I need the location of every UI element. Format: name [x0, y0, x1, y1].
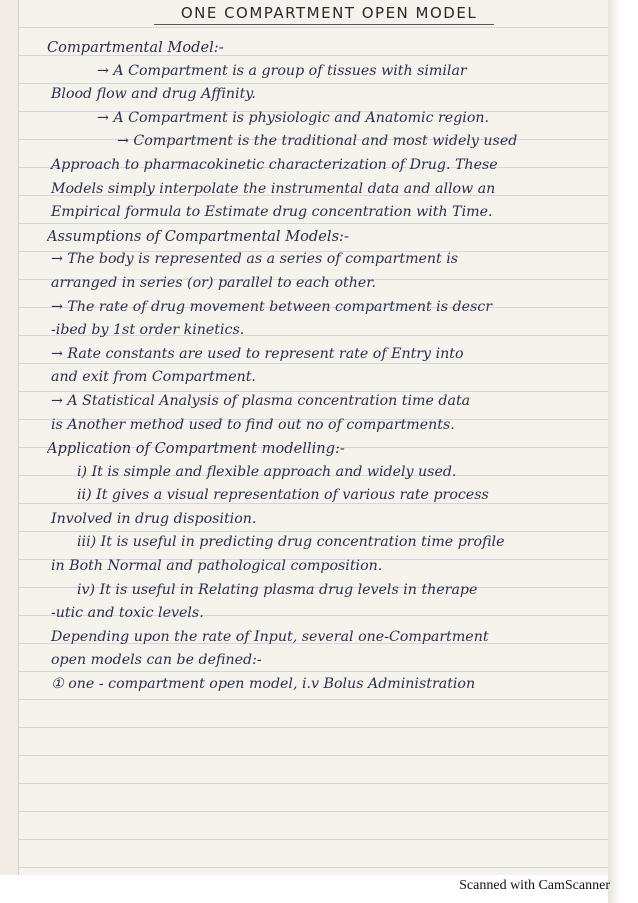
note-line: ① one - compartment open model, i.v Bolus Administration: [51, 676, 476, 693]
scanner-watermark: Scanned with CamScanner: [459, 878, 610, 893]
notebook-paper: [18, 0, 609, 875]
note-line: → Compartment is the traditional and most widely used: [117, 133, 518, 150]
note-line: open models can be defined:-: [51, 652, 262, 669]
note-line: -ibed by 1st order kinetics.: [51, 322, 245, 339]
note-line: → A Compartment is physiologic and Anatomic region.: [97, 109, 490, 126]
section-heading: Application of Compartment modelling:-: [47, 440, 345, 458]
note-line: arranged in series (or) parallel to each other.: [51, 274, 376, 291]
note-line: is Another method used to find out no of compartments.: [51, 416, 455, 433]
note-line: → The body is represented as a series of compartment is: [51, 251, 459, 268]
section-heading: Assumptions of Compartmental Models:-: [47, 227, 349, 245]
note-line: Involved in drug disposition.: [51, 510, 257, 527]
note-line: iv) It is useful in Relating plasma drug levels in therape: [77, 581, 478, 598]
note-line: Models simply interpolate the instrumental data and allow an: [51, 180, 496, 197]
note-line: Depending upon the rate of Input, several one-Compartment: [51, 628, 489, 645]
note-line: Empirical formula to Estimate drug concentration with Time.: [51, 204, 493, 221]
note-line: → A Compartment is a group of tissues with similar: [97, 62, 467, 79]
page-title: ONE COMPARTMENT OPEN MODEL: [180, 4, 478, 22]
note-line: → Rate constants are used to represent rate of Entry into: [51, 345, 464, 362]
note-line: Blood flow and drug Affinity.: [51, 86, 256, 103]
note-line: iii) It is useful in predicting drug concentration time profile: [77, 534, 505, 551]
section-heading: Compartmental Model:-: [47, 39, 224, 56]
note-line: Approach to pharmacokinetic characterization of Drug. These: [51, 156, 498, 173]
note-line: -utic and toxic levels.: [51, 605, 204, 622]
note-line: i) It is simple and flexible approach and widely used.: [77, 463, 457, 480]
note-line: ii) It gives a visual representation of various rate process: [77, 487, 489, 504]
note-line: → The rate of drug movement between compartment is descr: [51, 298, 492, 315]
note-line: and exit from Compartment.: [51, 369, 256, 386]
note-line: → A Statistical Analysis of plasma concentration time data: [51, 392, 471, 409]
note-line: in Both Normal and pathological composition.: [51, 558, 383, 575]
title-underline: [154, 24, 494, 25]
handwritten-notes: [47, 36, 610, 697]
page-edge-shadow: [608, 0, 638, 903]
